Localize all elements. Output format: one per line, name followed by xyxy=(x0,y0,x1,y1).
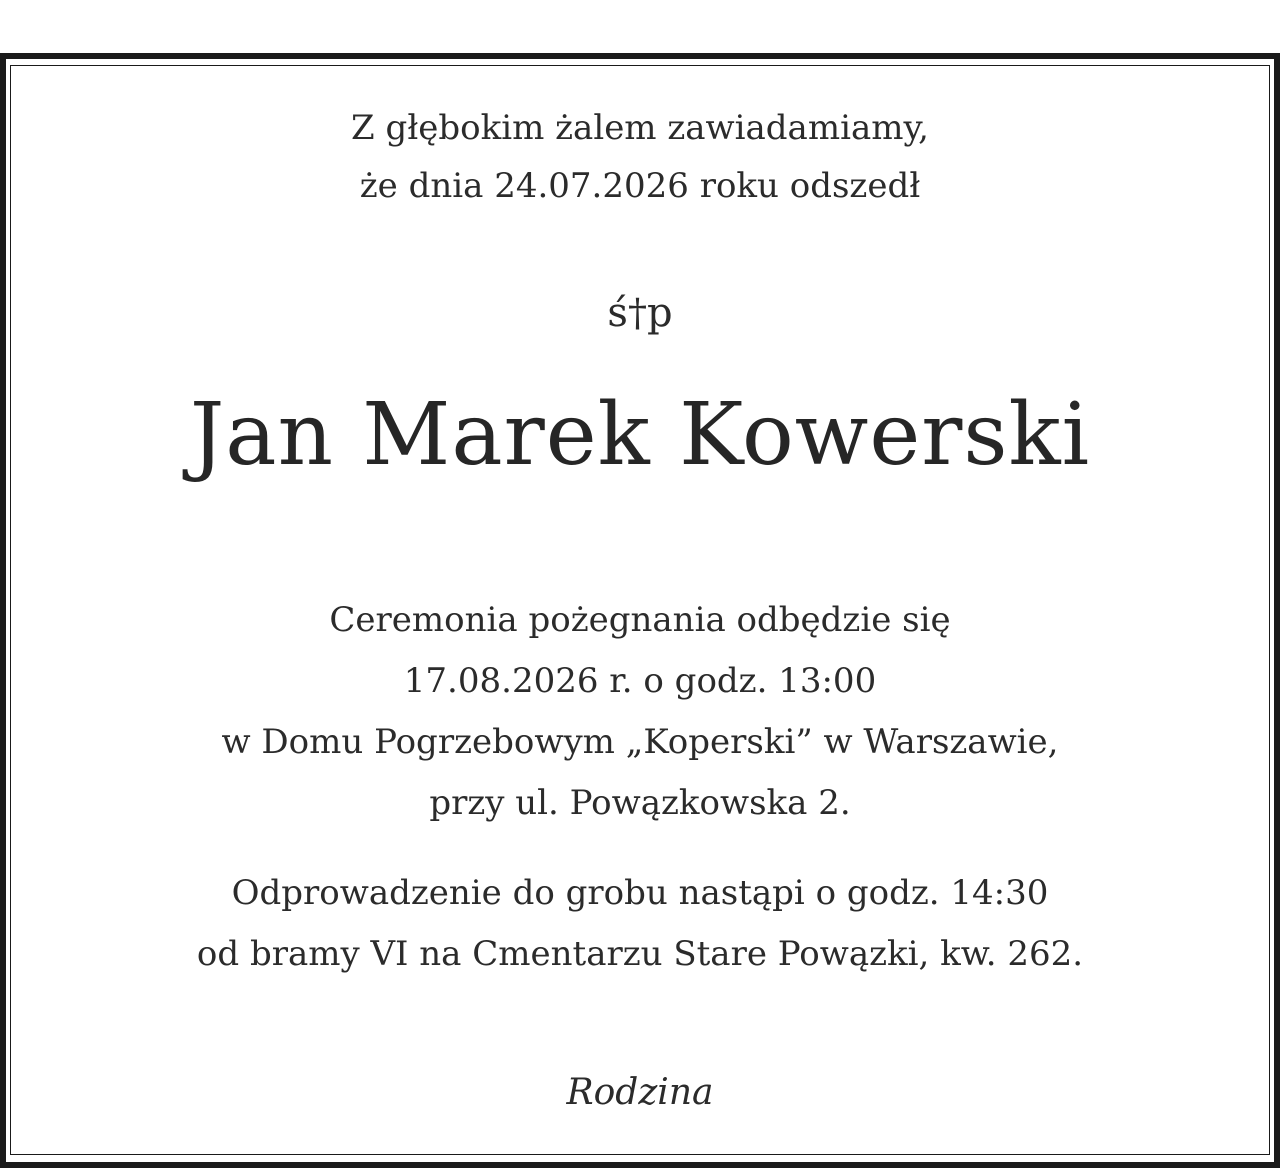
ceremony-line-1: Ceremonia pożegnania odbędzie się xyxy=(329,600,951,640)
burial-line-1: Odprowadzenie do grobu nastąpi o godz. 14:30 xyxy=(231,873,1049,913)
cross-icon: † xyxy=(627,291,647,335)
ceremony-line-4: przy ul. Powązkowska 2. xyxy=(429,783,851,823)
ceremony-line-3: w Domu Pogrzebowym „Koperski” w Warszawie, xyxy=(221,722,1059,762)
intro-line-2: że dnia 24.07.2026 roku odszedł xyxy=(359,166,921,206)
stp-suffix: p xyxy=(646,290,673,336)
stp-abbreviation xyxy=(0,290,1280,336)
intro-line-1: Z głębokim żalem zawiadamiamy, xyxy=(351,108,929,148)
ceremony-line-2: 17.08.2026 r. o godz. 13:00 xyxy=(403,661,877,701)
burial-line-2: od bramy VI na Cmentarzu Stare Powązki, kw. 262. xyxy=(196,934,1084,974)
stp-prefix: ś xyxy=(607,290,628,336)
signature: Rodzina xyxy=(566,1072,714,1113)
deceased-name: Jan Marek Kowerski xyxy=(189,385,1091,485)
